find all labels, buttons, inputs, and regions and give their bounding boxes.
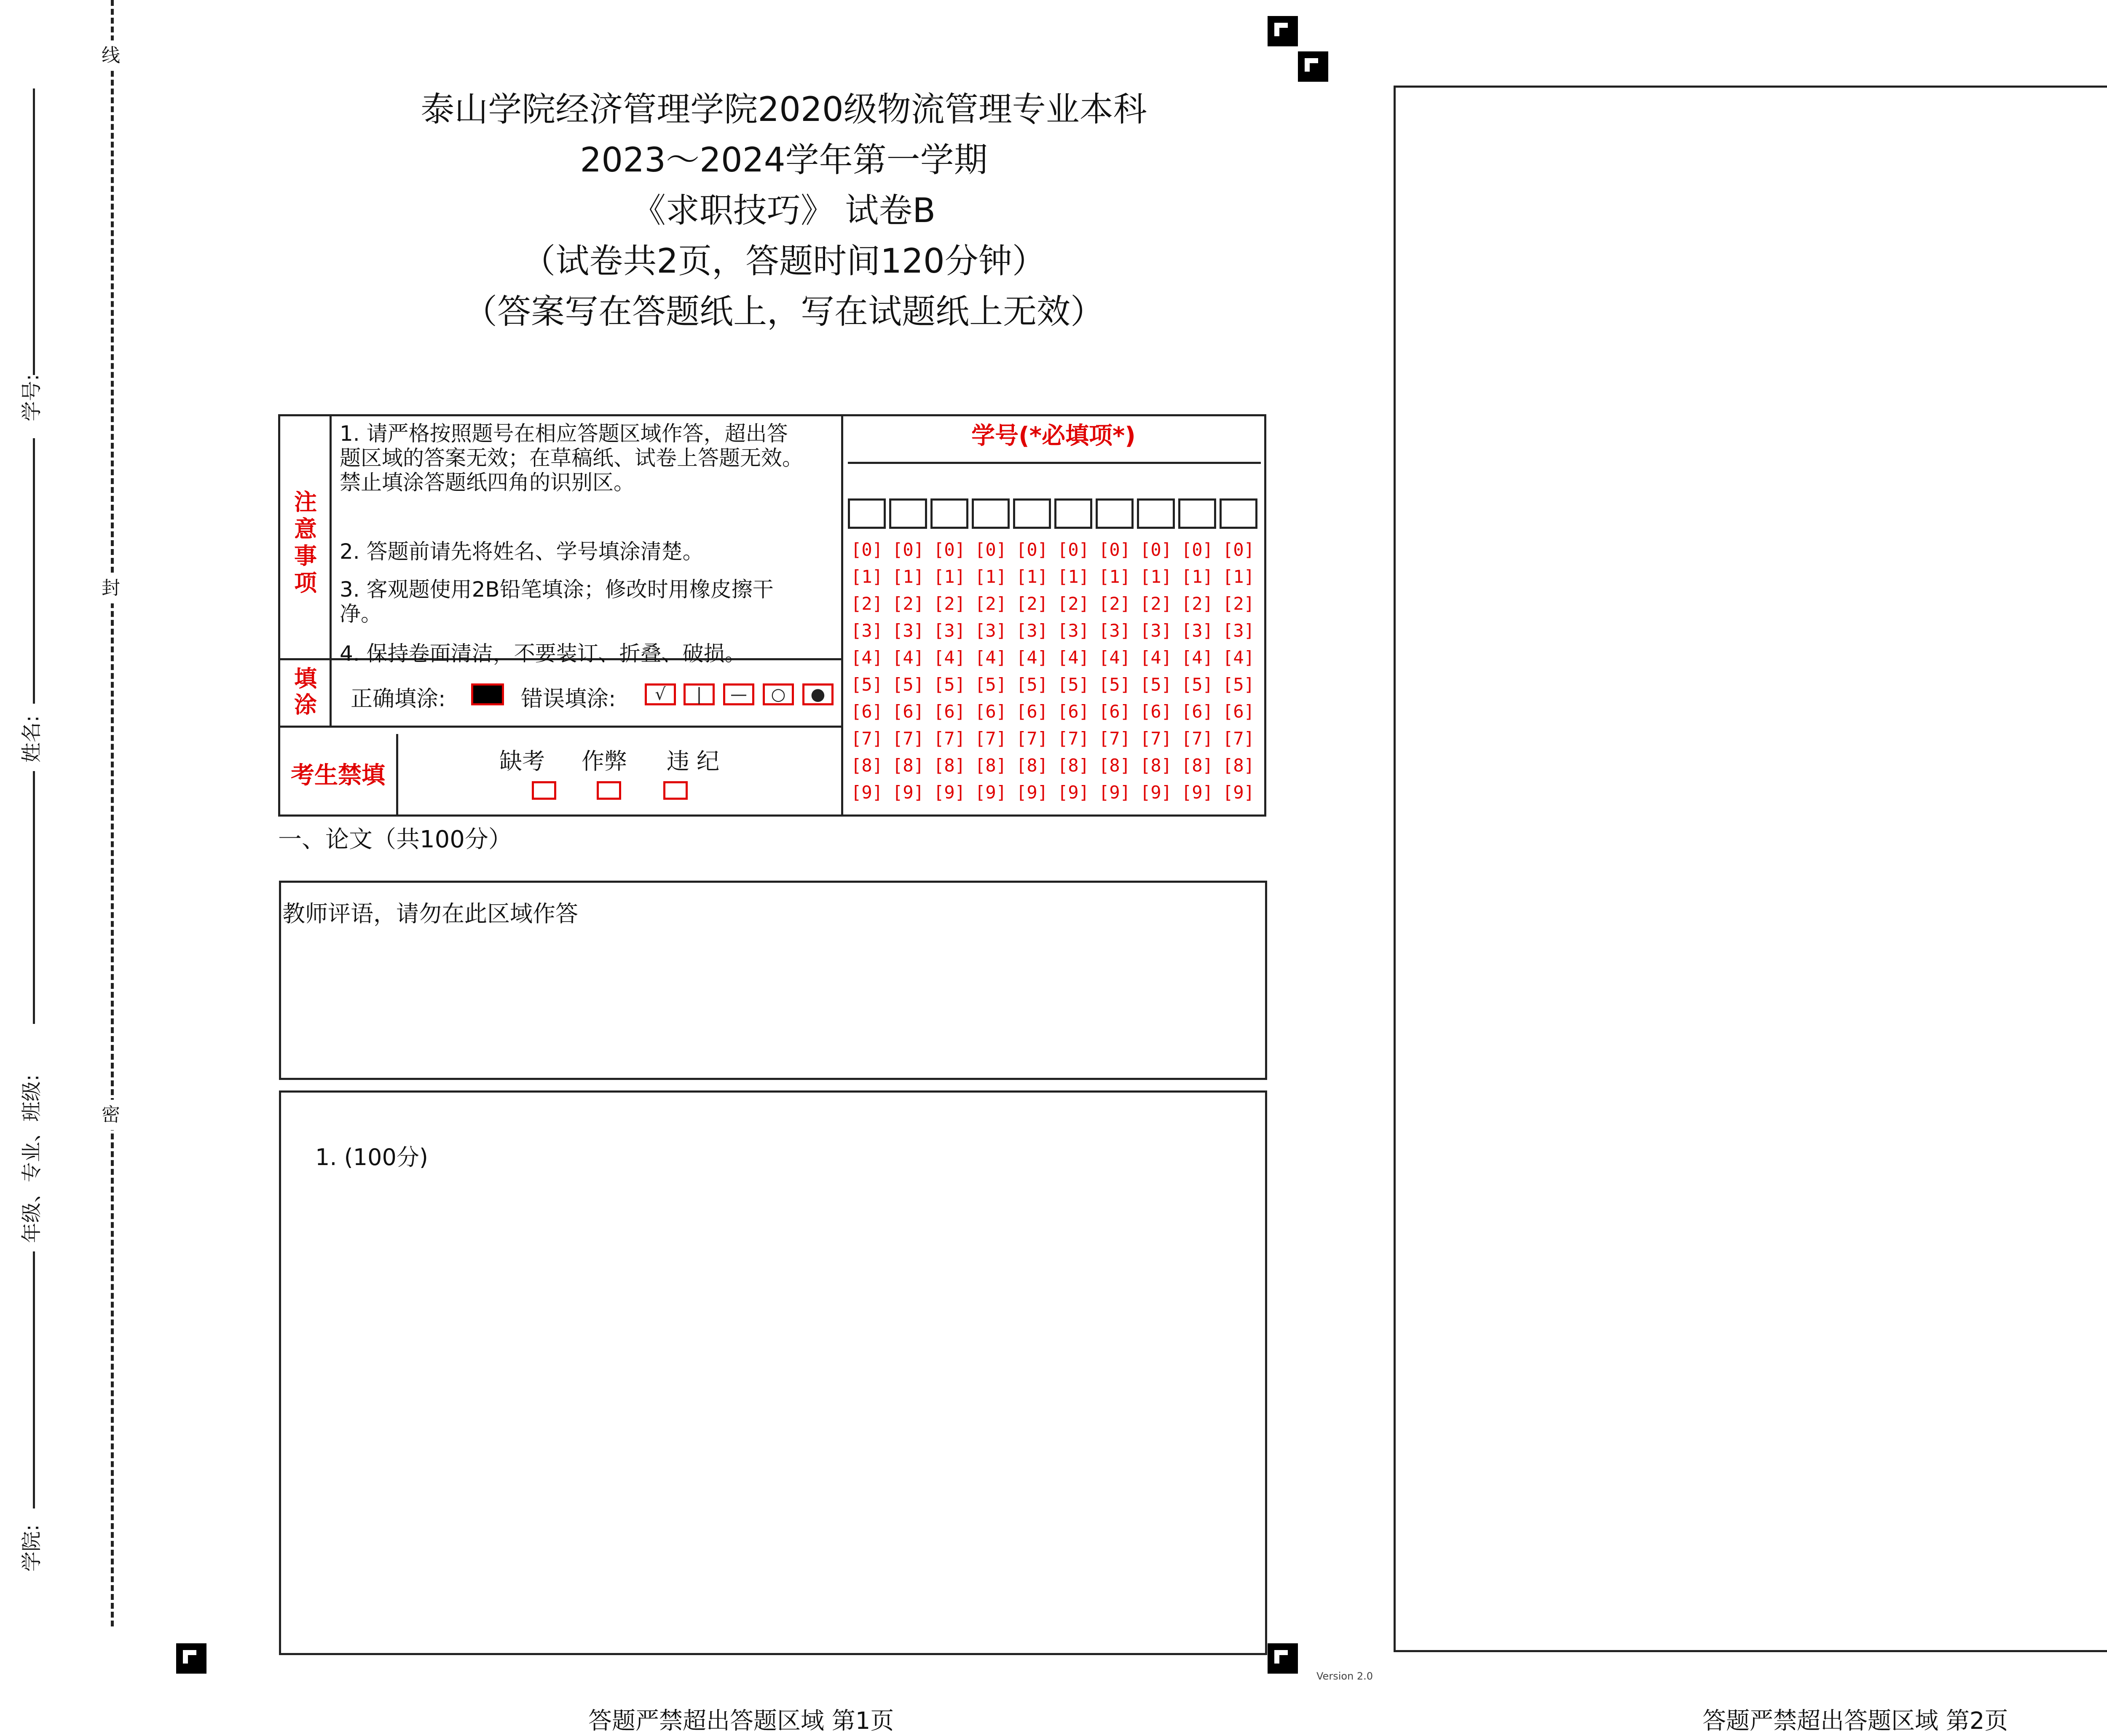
student-id-bubble[interactable]: [0] — [1099, 539, 1131, 560]
student-id-bubble[interactable]: [0] — [975, 539, 1007, 560]
student-id-bubble[interactable]: [0] — [1057, 539, 1089, 560]
student-id-bubble[interactable]: [6] — [1016, 701, 1048, 722]
student-id-bubble[interactable]: [5] — [1099, 674, 1131, 695]
student-id-bubble[interactable]: [3] — [1057, 620, 1089, 641]
student-id-bubble[interactable]: [2] — [1181, 593, 1213, 614]
class-line[interactable] — [33, 771, 35, 1024]
student-id-bubble[interactable]: [9] — [1140, 782, 1172, 803]
student-id-bubble[interactable]: [2] — [1099, 593, 1131, 614]
student-id-bubble[interactable]: [7] — [1099, 728, 1131, 749]
section1-title: 一、论文（共100分） — [278, 826, 512, 853]
student-id-bubble[interactable]: [4] — [1222, 647, 1255, 668]
student-id-bubble[interactable]: [1] — [1222, 566, 1255, 587]
student-id-bubble[interactable]: [9] — [1016, 782, 1048, 803]
student-id-bubble[interactable]: [8] — [892, 755, 924, 776]
student-id-digit-cell[interactable] — [1054, 498, 1092, 529]
student-id-bubble[interactable]: [1] — [1057, 566, 1089, 587]
student-id-bubble[interactable]: [1] — [975, 566, 1007, 587]
binding-word-feng: 封 — [98, 573, 124, 603]
student-id-bubble[interactable]: [3] — [892, 620, 924, 641]
status-violation-box[interactable] — [663, 781, 688, 800]
college-label: 学院: — [20, 1524, 43, 1572]
student-id-bubble[interactable]: [4] — [1099, 647, 1131, 668]
student-id-bubble[interactable]: [2] — [851, 593, 883, 614]
footer-page2: 答题严禁超出答题区域 第2页 — [1702, 1707, 2008, 1735]
student-id-bubble[interactable]: [7] — [892, 728, 924, 749]
student-no-label: 学号: — [20, 374, 43, 421]
student-id-bubble[interactable]: [0] — [1016, 539, 1048, 560]
notice-item-1: 1. 请严格按照题号在相应答题区域作答，超出答题区域的答案无效；在草稿纸、试卷上答题无效。禁止填涂答题纸四角的识别区。 — [340, 421, 803, 495]
name-line[interactable] — [33, 438, 35, 704]
student-id-digit-cell[interactable] — [889, 498, 927, 529]
student-id-bubble[interactable]: [8] — [975, 755, 1007, 776]
exam-status-label: 考生禁填 — [291, 762, 385, 789]
binding-dashed-line — [111, 0, 114, 1626]
student-id-bubble[interactable]: [3] — [1181, 620, 1213, 641]
student-id-bubble[interactable]: [7] — [851, 728, 883, 749]
correct-fill-label: 正确填涂: — [351, 686, 446, 712]
status-column-divider — [396, 734, 398, 817]
student-id-bubble[interactable]: [8] — [1181, 755, 1213, 776]
student-id-bubble[interactable]: [6] — [1099, 701, 1131, 722]
wrong-fill-label: 错误填涂: — [521, 686, 616, 712]
version-label: Version 2.0 — [1316, 1670, 1373, 1682]
correct-fill-sample — [471, 683, 504, 705]
student-id-bubble[interactable]: [9] — [851, 782, 883, 803]
wrong-fill-dot: ● — [802, 683, 834, 705]
student-id-bubble[interactable]: [2] — [1222, 593, 1255, 614]
student-id-digit-cell[interactable] — [1178, 498, 1216, 529]
corner-marker-icon — [176, 1643, 206, 1674]
student-id-bubble[interactable]: [3] — [975, 620, 1007, 641]
corner-marker-icon — [1298, 51, 1328, 82]
student-id-bubble[interactable]: [1] — [933, 566, 965, 587]
wrong-fill-bar: | — [684, 683, 715, 705]
question-1-label: 1. (100分) — [315, 1144, 428, 1171]
student-id-bubble[interactable]: [5] — [1181, 674, 1213, 695]
student-id-bubble[interactable]: [4] — [1140, 647, 1172, 668]
corner-marker-icon — [1268, 16, 1298, 46]
student-id-bubble[interactable]: [0] — [851, 539, 883, 560]
student-id-bubble[interactable]: [8] — [933, 755, 965, 776]
student-id-bubble[interactable]: [0] — [1181, 539, 1213, 560]
wrong-fill-circle: ○ — [763, 683, 794, 705]
notice-item-2: 2. 答题前请先将姓名、学号填涂清楚。 — [340, 539, 704, 564]
page2-answer-box[interactable] — [1394, 86, 2107, 1652]
student-id-bubble[interactable]: [3] — [933, 620, 965, 641]
student-id-bubble[interactable]: [7] — [1140, 728, 1172, 749]
student-id-bubble[interactable]: [8] — [1057, 755, 1089, 776]
student-id-label: 学号(*必填项*) — [971, 422, 1136, 450]
status-absent-label: 缺考 — [499, 748, 545, 774]
student-id-digit-cell[interactable] — [1137, 498, 1175, 529]
student-id-bubble[interactable]: [4] — [1057, 647, 1089, 668]
student-id-bubble[interactable]: [8] — [1140, 755, 1172, 776]
student-id-bubble[interactable]: [3] — [1016, 620, 1048, 641]
student-id-bubble[interactable]: [3] — [851, 620, 883, 641]
fill-divider — [278, 726, 843, 728]
student-id-bubble[interactable]: [7] — [1181, 728, 1213, 749]
student-id-digit-cell[interactable] — [1013, 498, 1051, 529]
student-id-bubble[interactable]: [7] — [1057, 728, 1089, 749]
student-id-bubble[interactable]: [6] — [1140, 701, 1172, 722]
student-id-bubble[interactable]: [1] — [851, 566, 883, 587]
binding-word-mi: 密 — [98, 1100, 124, 1130]
teacher-comment-label: 教师评语，请勿在此区域作答 — [282, 900, 578, 927]
notice-item-3: 3. 客观题使用2B铅笔填涂；修改时用橡皮擦干净。 — [340, 577, 774, 626]
student-id-bubble[interactable]: [3] — [1099, 620, 1131, 641]
student-id-bubble[interactable]: [5] — [1222, 674, 1255, 695]
student-id-bubble[interactable]: [1] — [1181, 566, 1213, 587]
student-id-bubble[interactable]: [7] — [1016, 728, 1048, 749]
student-id-bubble[interactable]: [4] — [1181, 647, 1213, 668]
student-id-bubble[interactable]: [2] — [933, 593, 965, 614]
student-id-bubble[interactable]: [2] — [1140, 593, 1172, 614]
student-id-bubble[interactable]: [6] — [933, 701, 965, 722]
student-id-bubble[interactable]: [7] — [933, 728, 965, 749]
student-id-bubble[interactable]: [4] — [1016, 647, 1048, 668]
student-id-bubble[interactable]: [9] — [892, 782, 924, 803]
student-id-bubble[interactable]: [3] — [1140, 620, 1172, 641]
student-id-bubble[interactable]: [6] — [1057, 701, 1089, 722]
student-id-bubble[interactable]: [5] — [1016, 674, 1048, 695]
student-id-digit-cell[interactable] — [930, 498, 968, 529]
student-id-bubble[interactable]: [6] — [1222, 701, 1255, 722]
student-id-bubble[interactable]: [1] — [1016, 566, 1048, 587]
student-no-line[interactable] — [33, 88, 35, 375]
corner-marker-icon — [1268, 1643, 1298, 1674]
info-table-divider — [841, 414, 843, 817]
status-violation-label: 违 纪 — [667, 748, 720, 774]
student-id-bubble[interactable]: [9] — [1057, 782, 1089, 803]
answer-box-q1[interactable] — [279, 1090, 1267, 1655]
student-id-bubble[interactable]: [1] — [892, 566, 924, 587]
class-label: 年级、专业、班级: — [20, 1074, 43, 1243]
exam-title-line3: 《求职技巧》 试卷B — [632, 191, 936, 230]
status-cheat-label: 作弊 — [582, 748, 627, 774]
student-id-bubble[interactable]: [5] — [851, 674, 883, 695]
student-id-bubble[interactable]: [5] — [1057, 674, 1089, 695]
student-id-bubble[interactable]: [6] — [1181, 701, 1213, 722]
student-id-bubble[interactable]: [8] — [851, 755, 883, 776]
student-id-digit-cell[interactable] — [1220, 498, 1257, 529]
student-id-bubble[interactable]: [5] — [975, 674, 1007, 695]
student-id-bubble[interactable]: [9] — [1099, 782, 1131, 803]
student-id-bubble[interactable]: [5] — [933, 674, 965, 695]
student-id-bubble[interactable]: [6] — [975, 701, 1007, 722]
student-id-bubble[interactable]: [2] — [1057, 593, 1089, 614]
exam-title-line2: 2023～2024学年第一学期 — [580, 140, 988, 179]
status-absent-box[interactable] — [532, 781, 556, 800]
student-id-bubble[interactable]: [2] — [1016, 593, 1048, 614]
student-id-write-line[interactable] — [848, 462, 1261, 464]
student-id-bubble[interactable]: [9] — [1181, 782, 1213, 803]
fill-label: 填涂 — [294, 665, 317, 718]
student-id-bubble[interactable]: [0] — [1140, 539, 1172, 560]
wrong-fill-check: √ — [645, 683, 676, 705]
student-id-bubble[interactable]: [1] — [1140, 566, 1172, 587]
name-label: 姓名: — [20, 715, 43, 763]
student-id-bubble[interactable]: [5] — [892, 674, 924, 695]
status-cheat-box[interactable] — [597, 781, 621, 800]
student-id-bubble[interactable]: [8] — [1016, 755, 1048, 776]
notice-item-4: 4. 保持卷面清洁，不要装订、折叠、破损。 — [340, 641, 746, 666]
student-id-bubble[interactable]: [7] — [1222, 728, 1255, 749]
exam-title-line1: 泰山学院经济管理学院2020级物流管理专业本科 — [421, 90, 1147, 129]
student-id-bubble[interactable]: [2] — [892, 593, 924, 614]
binding-word-xian: 线 — [98, 40, 124, 71]
student-id-bubble[interactable]: [8] — [1222, 755, 1255, 776]
student-id-bubble[interactable]: [4] — [851, 647, 883, 668]
exam-title-line5: （答案写在答题纸上，写在试题纸上无效） — [464, 292, 1104, 331]
student-id-bubble[interactable]: [4] — [975, 647, 1007, 668]
student-id-digit-cell[interactable] — [848, 498, 886, 529]
notice-label: 注意事项 — [294, 489, 317, 596]
student-id-bubble[interactable]: [2] — [975, 593, 1007, 614]
student-id-bubble[interactable]: [9] — [975, 782, 1007, 803]
student-id-bubble[interactable]: [0] — [933, 539, 965, 560]
student-id-bubble[interactable]: [4] — [892, 647, 924, 668]
exam-title-line4: （试卷共2页，答题时间120分钟） — [522, 241, 1046, 281]
student-id-bubble[interactable]: [7] — [975, 728, 1007, 749]
student-id-digit-cell[interactable] — [1096, 498, 1134, 529]
footer-page1: 答题严禁超出答题区域 第1页 — [588, 1707, 894, 1735]
student-id-bubble[interactable]: [0] — [1222, 539, 1255, 560]
student-id-bubble[interactable]: [5] — [1140, 674, 1172, 695]
student-id-bubble[interactable]: [9] — [933, 782, 965, 803]
student-id-bubble[interactable]: [4] — [933, 647, 965, 668]
college-line[interactable] — [33, 1251, 35, 1508]
label-column-divider — [330, 414, 332, 726]
student-id-bubble[interactable]: [1] — [1099, 566, 1131, 587]
student-id-bubble[interactable]: [6] — [851, 701, 883, 722]
student-id-bubble[interactable]: [9] — [1222, 782, 1255, 803]
student-id-bubble[interactable]: [6] — [892, 701, 924, 722]
student-id-digit-cell[interactable] — [972, 498, 1010, 529]
student-id-bubble[interactable]: [0] — [892, 539, 924, 560]
student-id-bubble[interactable]: [3] — [1222, 620, 1255, 641]
wrong-fill-dash: — — [723, 683, 754, 705]
student-id-bubble[interactable]: [8] — [1099, 755, 1131, 776]
